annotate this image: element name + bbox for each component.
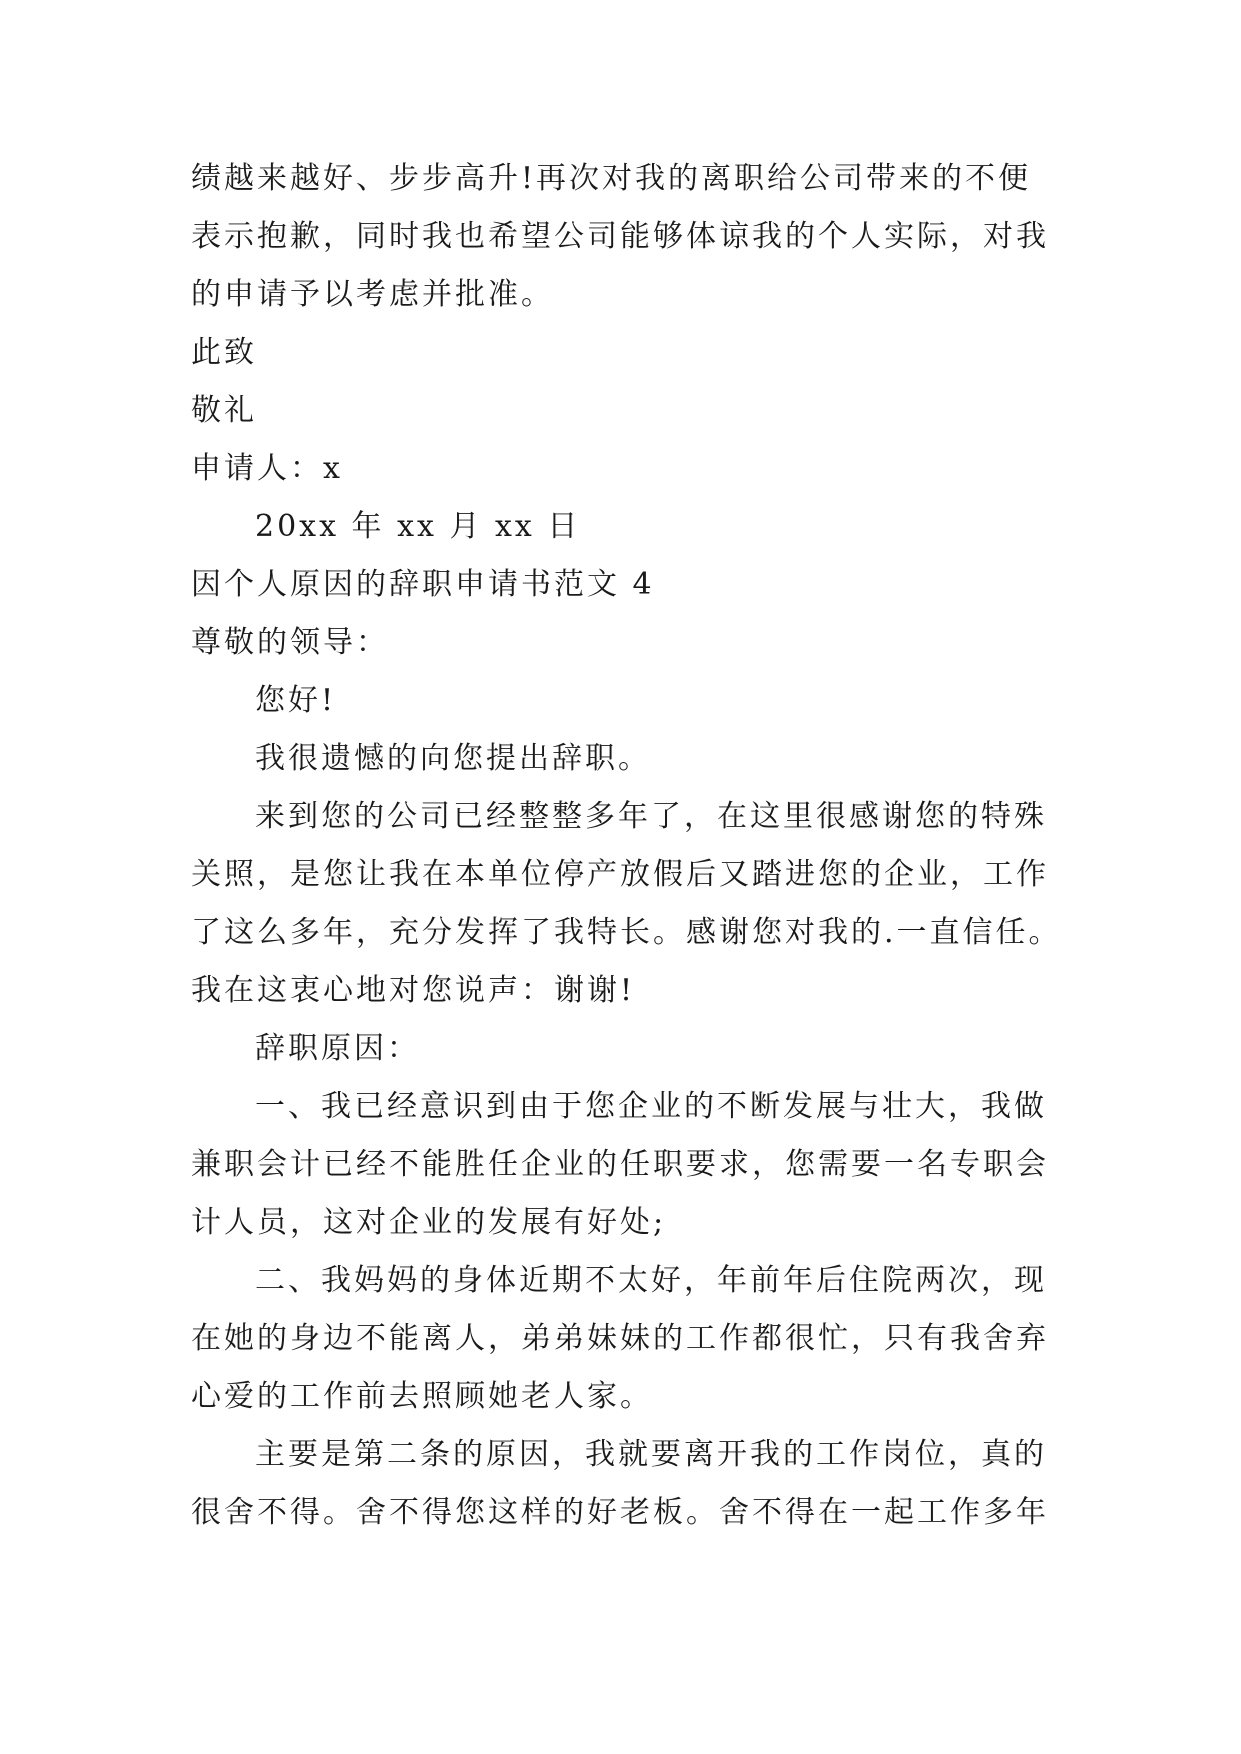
- greeting: 您好!: [255, 683, 337, 718]
- closing-phrase: 此致: [191, 335, 257, 370]
- document-body: [191, 150, 1061, 1542]
- applicant-line: 申请人：x: [191, 451, 343, 486]
- subheading: 辞职原因：: [255, 1031, 420, 1066]
- text-line: 来到您的公司已经整整多年了，在这里很感谢您的特殊: [255, 799, 1047, 834]
- text-line: 绩越来越好、步步高升!再次对我的离职给公司带来的不便: [191, 161, 1032, 196]
- text-line: 计人员，这对企业的发展有好处;: [191, 1205, 667, 1240]
- text-line: 了这么多年，充分发挥了我特长。感谢您对我的.一直信任。: [191, 915, 1062, 950]
- text-line: 关照，是您让我在本单位停产放假后又踏进您的企业，工作: [191, 857, 1049, 892]
- text-line: 在她的身边不能离人，弟弟妹妹的工作都很忙，只有我舍弃: [191, 1321, 1049, 1356]
- text-line: 二、我妈妈的身体近期不太好，年前年后住院两次，现: [255, 1263, 1047, 1298]
- text-line: 表示抱歉，同时我也希望公司能够体谅我的个人实际，对我: [191, 219, 1049, 254]
- date-line: 20xx 年 xx 月 xx 日: [255, 509, 581, 544]
- closing-salute: 敬礼: [191, 393, 257, 428]
- text-line: 我很遗憾的向您提出辞职。: [255, 741, 651, 776]
- text-line: 一、我已经意识到由于您企业的不断发展与壮大，我做: [255, 1089, 1047, 1124]
- text-line: 心爱的工作前去照顾她老人家。: [191, 1379, 653, 1414]
- text-line: 我在这衷心地对您说声：谢谢!: [191, 973, 636, 1008]
- text-line: 兼职会计已经不能胜任企业的任职要求，您需要一名专职会: [191, 1147, 1049, 1182]
- section-title: 因个人原因的辞职申请书范文 4: [191, 567, 655, 602]
- text-line: 的申请予以考虑并批准。: [191, 277, 554, 312]
- salutation: 尊敬的领导：: [191, 625, 389, 660]
- text-line: 主要是第二条的原因，我就要离开我的工作岗位，真的: [255, 1437, 1047, 1472]
- text-line: 很舍不得。舍不得您这样的好老板。舍不得在一起工作多年: [191, 1495, 1049, 1530]
